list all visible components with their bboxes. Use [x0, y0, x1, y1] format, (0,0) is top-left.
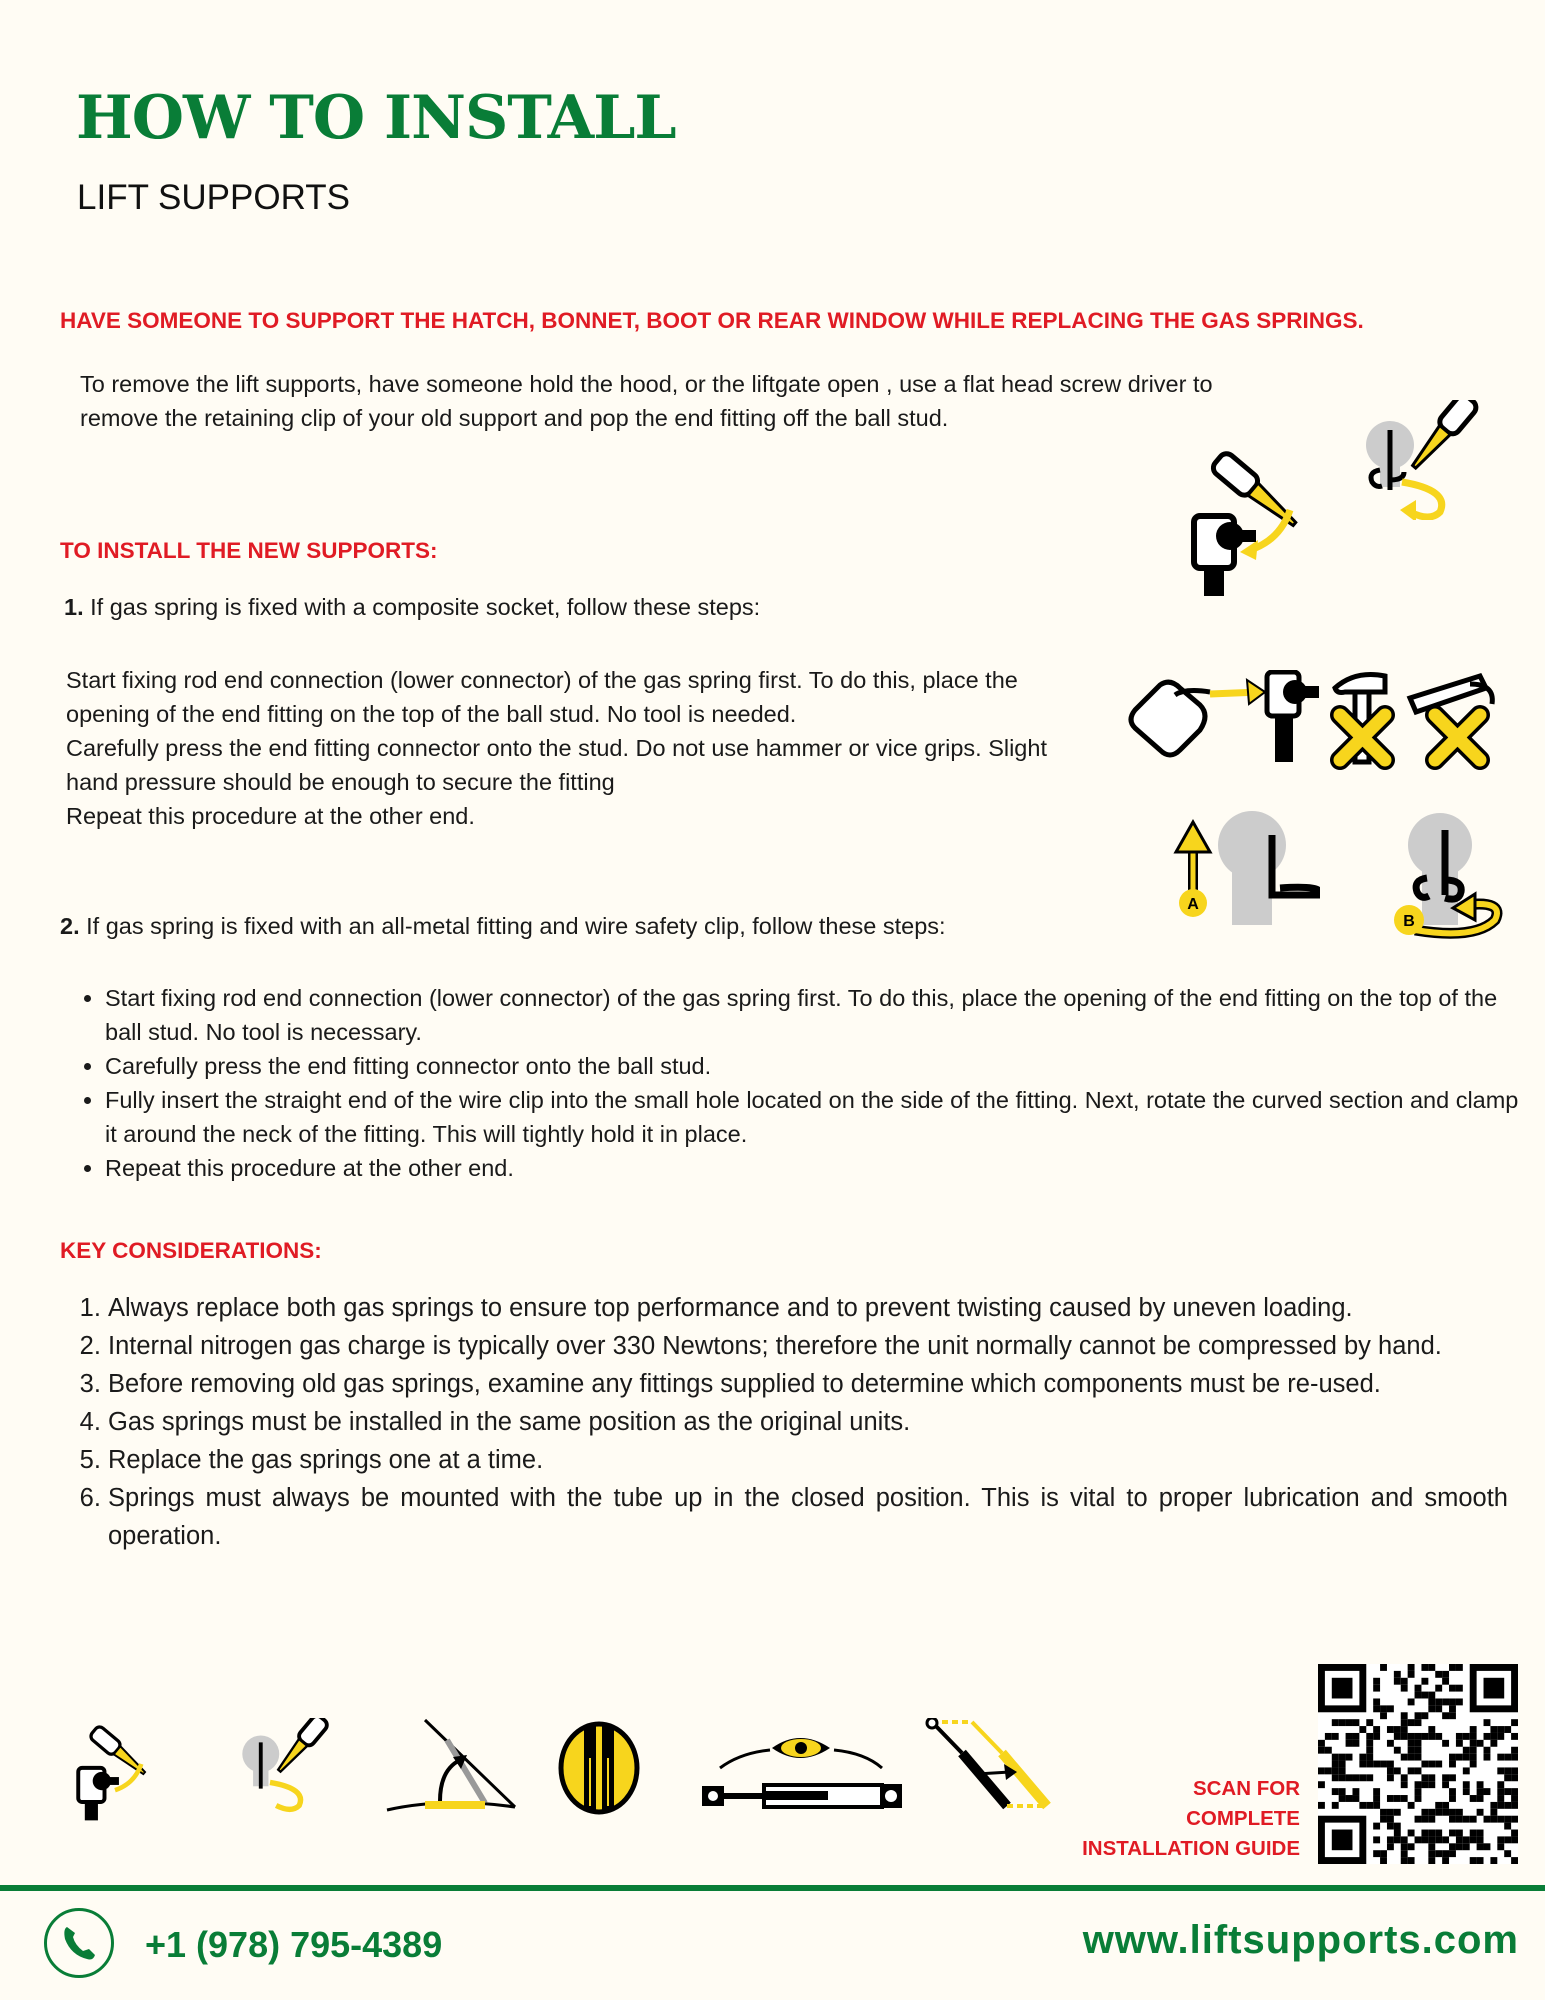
step-1-line: Start fixing rod end connection (lower connector) of the gas spring first. To do this, place the opening of the end fitting on the top of the ball stud. No tool is needed. [66, 667, 1018, 727]
inspect-spring-icon [700, 1738, 905, 1818]
hand-press-icon [1125, 670, 1325, 770]
clip-insert-step-a-icon [1160, 810, 1320, 930]
step-1-body [66, 663, 1076, 833]
install-heading: TO INSTALL THE NEW SUPPORTS: [60, 538, 438, 563]
safety-warning: HAVE SOMEONE TO SUPPORT THE HATCH, BONNET, BOOT OR REAR WINDOW WHILE REPLACING THE GAS SPRINGS. [60, 308, 1364, 333]
step-2-text: If gas spring is fixed with an all-metal fitting and wire safety clip, follow these steps: [86, 913, 946, 939]
no-hammer-icon [1325, 670, 1405, 770]
remove-clip-socket-icon [75, 1718, 155, 1823]
step-1-number: 1. [64, 594, 84, 620]
step-1-line: Carefully press the end fitting connector onto the stud. Do not use hammer or vice grips. Slight hand pressure should be enough to secure the fitting [66, 735, 1047, 795]
scan-prompt [1010, 1774, 1300, 1864]
footer-divider [0, 1885, 1545, 1891]
key-considerations-list [80, 1289, 1508, 1555]
screwdriver-socket-icon [1190, 440, 1310, 600]
list-item: 3. Before removing old gas springs, examine any fittings supplied to determine which components must be re-used. [108, 1365, 1508, 1403]
page-subtitle: LIFT SUPPORTS [77, 178, 350, 217]
page-title: HOW TO INSTALL [76, 83, 676, 153]
step-1-heading [64, 594, 760, 621]
list-item: 6. Springs must always be mounted with the tube up in the closed position. This is vital to proper lubrication and smooth operation. [108, 1479, 1508, 1555]
key-considerations-heading: KEY CONSIDERATIONS: [60, 1238, 322, 1263]
list-item: • Carefully press the end fitting connector onto the ball stud. [105, 1049, 1525, 1083]
scan-line-2: COMPLETE [1186, 1807, 1300, 1830]
remove-wire-clip-icon [230, 1718, 330, 1813]
label-a: A [1187, 896, 1199, 913]
list-item: 2. Internal nitrogen gas charge is typically over 330 Newtons; therefore the unit normally cannot be compressed by hand. [108, 1327, 1508, 1365]
step-1-text: If gas spring is fixed with a composite socket, follow these steps: [90, 594, 761, 620]
qr-code[interactable] [1318, 1664, 1518, 1864]
step-2-heading [60, 913, 946, 940]
step-1-line: Repeat this procedure at the other end. [66, 803, 475, 829]
lift-angle-icon [385, 1715, 520, 1815]
website-link[interactable]: www.liftsupports.com [1082, 1918, 1519, 1962]
removal-paragraph: To remove the lift supports, have someone hold the hood, or the liftgate open , use a flat head screw driver to remove the retaining clip of your old support and pop the end fitting off the ball stud. [80, 371, 1213, 431]
clip-rotate-step-b-icon [1385, 810, 1505, 950]
list-item: • Fully insert the straight end of the wire clip into the small hole located on the side of the fitting. Next, rotate the curved section and clamp it around the neck of the fitting. This will tightly hold it in place. [105, 1083, 1525, 1151]
step-2-number: 2. [60, 913, 80, 939]
scan-line-1: SCAN FOR [1192, 1777, 1300, 1800]
phone-icon [44, 1908, 114, 1978]
step-2-bullets [70, 981, 1525, 1185]
list-item: • Start fixing rod end connection (lower connector) of the gas spring first. To do this, place the opening of the end fitting on the top of the ball stud. No tool is necessary. [105, 981, 1525, 1049]
screwdriver-clip-icon [1350, 400, 1480, 520]
list-item: • Repeat this procedure at the other end. [105, 1151, 1525, 1185]
pair-of-springs-icon [558, 1718, 640, 1818]
label-b: B [1403, 913, 1415, 930]
list-item: 5. Replace the gas springs one at a time. [108, 1441, 1508, 1479]
list-item: 4. Gas springs must be installed in the same position as the original units. [108, 1403, 1508, 1441]
list-item: 1. Always replace both gas springs to ensure top performance and to prevent twisting caused by uneven loading. [108, 1289, 1508, 1327]
no-vice-grips-icon [1400, 670, 1500, 770]
scan-line-3: INSTALLATION GUIDE [1082, 1837, 1300, 1860]
phone-number[interactable]: +1 (978) 795-4389 [145, 1924, 443, 1965]
